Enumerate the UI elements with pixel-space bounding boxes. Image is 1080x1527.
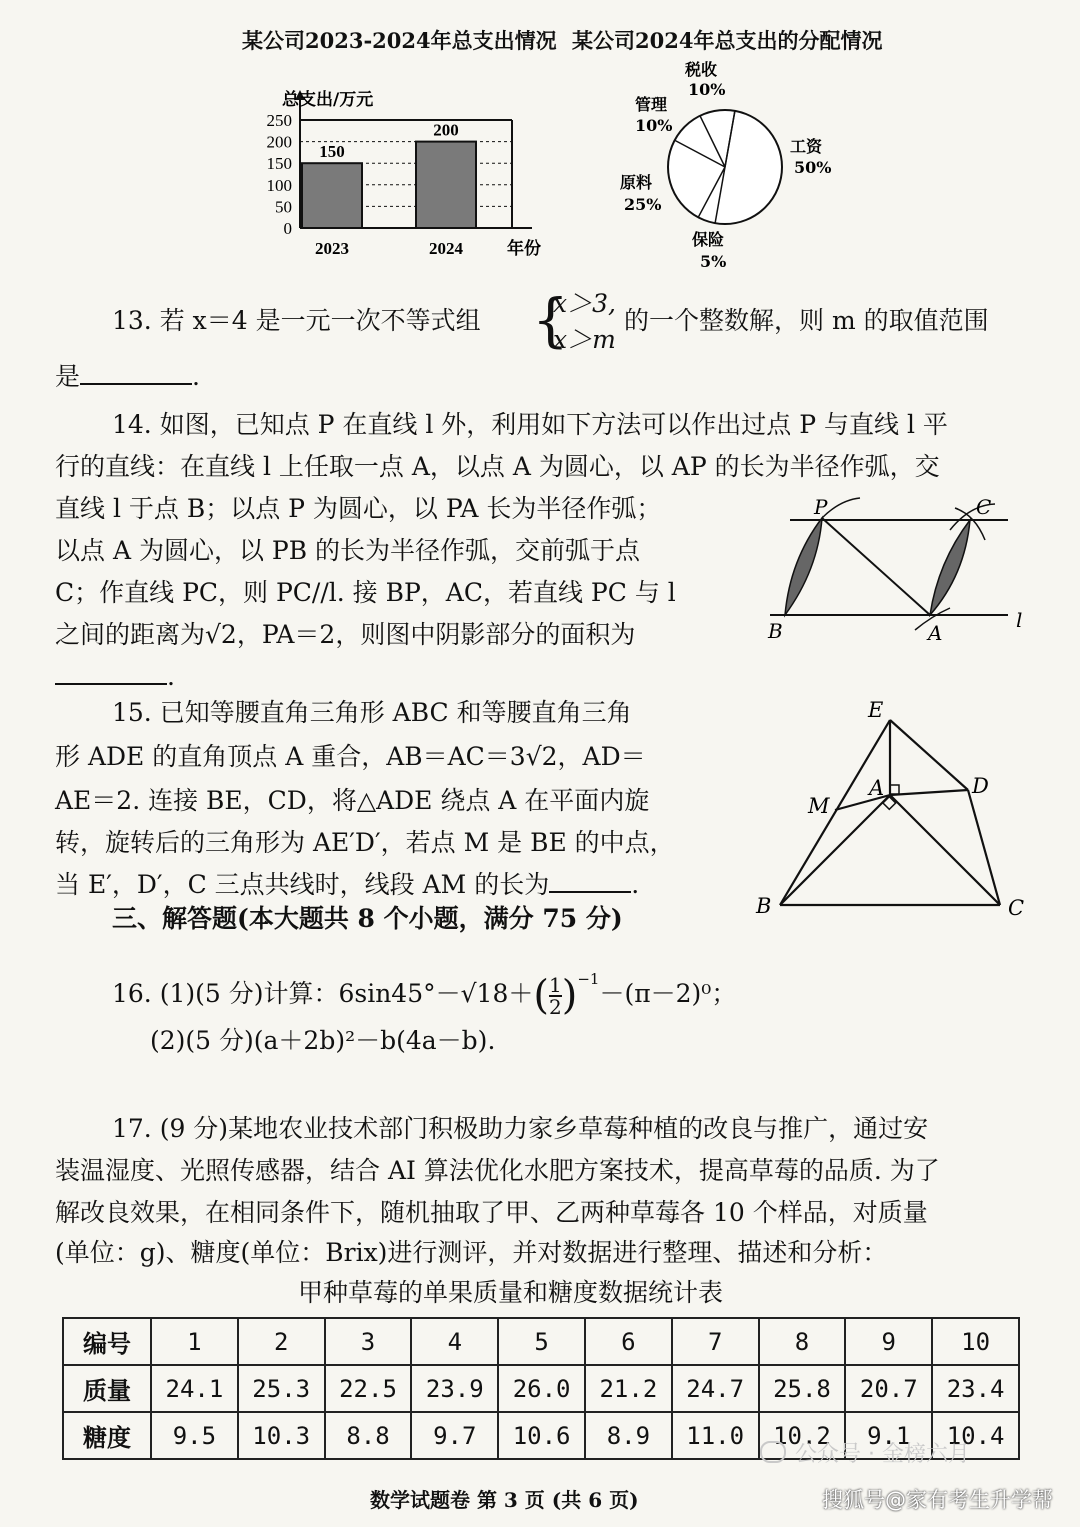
q14-answer-blank[interactable] bbox=[55, 657, 167, 685]
q15-end: . bbox=[631, 870, 640, 899]
table-cell: 20.7 bbox=[845, 1365, 932, 1412]
q14-shaded-left bbox=[785, 518, 822, 615]
bar-y-tick-label: 150 bbox=[266, 154, 292, 174]
q14-line-1: 14. 如图，已知点 P 在直线 l 外，利用如下方法可以作出过点 P 与直线 l 平 bbox=[112, 410, 948, 439]
pie-label-raw: 原料 bbox=[620, 173, 653, 192]
table-cell: 23.4 bbox=[932, 1365, 1019, 1412]
table-row bbox=[63, 1365, 1019, 1412]
table-cell: 3 bbox=[325, 1318, 412, 1365]
table-cell: 24.7 bbox=[672, 1365, 759, 1412]
pie-pct-mgmt: 10% bbox=[635, 116, 673, 135]
table-cell: 9.5 bbox=[151, 1412, 238, 1459]
table-cell: 9.1 bbox=[845, 1412, 932, 1459]
table-cell: 5 bbox=[498, 1318, 585, 1365]
q17-line-2: 装温湿度、光照传感器，结合 AI 算法优化水肥方案技术，提高草莓的品质. 为了 bbox=[55, 1156, 940, 1185]
q15-label-B: B bbox=[756, 894, 772, 918]
bar-y-tick-label: 250 bbox=[266, 111, 292, 130]
q15-label-D: D bbox=[972, 774, 989, 798]
table-cell: 25.8 bbox=[759, 1365, 846, 1412]
q15-figure bbox=[750, 695, 1050, 925]
q16-frac-den: 2 bbox=[548, 994, 562, 1019]
bar-2024 bbox=[416, 142, 476, 228]
q17-line-1: 17. (9 分)某地农业技术部门积极助力家乡草莓种植的改良与推广，通过安 bbox=[112, 1114, 929, 1143]
q14-label-C: C bbox=[976, 495, 992, 519]
page-footer: 数学试题卷 第 3 页 (共 6 页) bbox=[370, 1488, 639, 1512]
q14-line-4: 以点 A 为圆心，以 PB 的长为半径作弧，交前弧于点 bbox=[55, 536, 641, 565]
pie-label-tax: 税收 bbox=[685, 60, 718, 79]
q16-fraction bbox=[548, 972, 562, 1019]
pie-chart bbox=[600, 55, 860, 275]
q14-label-l: l bbox=[1016, 608, 1023, 632]
table-cell: 10 bbox=[932, 1318, 1019, 1365]
bar-y-tick-label: 100 bbox=[266, 175, 292, 195]
bar-y-tick-label: 200 bbox=[266, 132, 292, 152]
q15-line-2: 形 ADE 的直角顶点 A 重合，AB＝AC＝3√2，AD＝ bbox=[55, 742, 646, 771]
table-cell: 8.8 bbox=[325, 1412, 412, 1459]
q13-pre: 13. 若 x＝4 是一元一次不等式组 bbox=[112, 306, 481, 335]
q17-line-3: 解改良效果，在相同条件下，随机抽取了甲、乙两种草莓各 10 个样品，对质量 bbox=[55, 1198, 928, 1227]
q17-line-4: (单位：g)、糖度(单位：Brix)进行测评，并对数据进行整理、描述和分析： bbox=[55, 1238, 888, 1267]
pie-label-ins: 保险 bbox=[692, 230, 725, 249]
table-cell: 8 bbox=[759, 1318, 846, 1365]
q13-line2 bbox=[55, 356, 200, 398]
table-cell: 10.2 bbox=[759, 1412, 846, 1459]
q13-end: . bbox=[192, 362, 200, 391]
bar-value-label: 150 bbox=[319, 142, 345, 162]
pie-pct-ins: 5% bbox=[700, 252, 727, 271]
table-cell: 11.0 bbox=[672, 1412, 759, 1459]
table-row-header: 质量 bbox=[63, 1365, 151, 1412]
pie-pct-raw: 25% bbox=[624, 195, 662, 214]
q15-label-M: M bbox=[808, 794, 830, 818]
q14-label-B: B bbox=[768, 619, 783, 643]
bar-2023 bbox=[302, 163, 362, 228]
q17-table-title: 甲种草莓的单果质量和糖度数据统计表 bbox=[298, 1278, 724, 1307]
table-cell: 6 bbox=[585, 1318, 672, 1365]
q14-line-6: 之间的距离为√2，PA＝2，则图中阴影部分的面积为 bbox=[55, 620, 636, 649]
table-row-header: 编号 bbox=[63, 1318, 151, 1365]
q16-part1-post: －(π－2)⁰； bbox=[599, 979, 737, 1008]
table-cell: 8.9 bbox=[585, 1412, 672, 1459]
q14-label-A: A bbox=[928, 621, 943, 645]
q15-line-5-text: 当 E′，D′，C 三点共线时，线段 AM 的长为 bbox=[55, 870, 550, 899]
q16-exponent: −1 bbox=[577, 970, 600, 988]
pie-pct-wage: 50% bbox=[794, 158, 832, 177]
q14-shaded-right bbox=[930, 520, 970, 615]
q15-label-C: C bbox=[1008, 896, 1025, 920]
q15-line-1: 15. 已知等腰直角三角形 ABC 和等腰直角三角 bbox=[112, 698, 632, 727]
bar-x-axis-label: 年份 bbox=[507, 239, 541, 259]
table-cell: 21.2 bbox=[585, 1365, 672, 1412]
table-cell: 24.1 bbox=[151, 1365, 238, 1412]
q13-post: 的一个整数解，则 m 的取值范围 bbox=[624, 306, 989, 335]
q13-system bbox=[553, 286, 616, 358]
bar-chart bbox=[220, 80, 560, 270]
bar-chart-title: 某公司2023-2024年总支出情况 bbox=[242, 28, 557, 53]
table-cell: 10.4 bbox=[932, 1412, 1019, 1459]
table-cell: 26.0 bbox=[498, 1365, 585, 1412]
q16-frac-num: 1 bbox=[548, 972, 562, 997]
table-row-header: 糖度 bbox=[63, 1412, 151, 1459]
table-cell: 23.9 bbox=[411, 1365, 498, 1412]
q15-line-3: AE＝2. 连接 BE，CD，将△ADE 绕点 A 在平面内旋 bbox=[55, 786, 650, 815]
q14-figure bbox=[760, 490, 1050, 650]
bar-y-axis-label: 总支出/万元 bbox=[282, 90, 374, 110]
pie-chart-title: 某公司2024年总支出的分配情况 bbox=[572, 28, 883, 53]
q13-answer-blank[interactable] bbox=[80, 357, 192, 385]
q15-answer-blank[interactable] bbox=[549, 865, 631, 893]
q14-line-3: 直线 l 于点 B；以点 P 为圆心，以 PA 长为半径作弧； bbox=[55, 494, 662, 523]
q15-label-A: A bbox=[869, 776, 885, 800]
q16-part1: 16. (1)(5 分)计算：6sin45°－√18＋( $\frac{1}{2}$ )$^{-1}$－(π－2)⁰； bbox=[112, 970, 737, 1019]
q13-sys-line2: x＞m bbox=[553, 325, 616, 354]
wechat-icon bbox=[760, 1441, 786, 1463]
table-cell: 1 bbox=[151, 1318, 238, 1365]
pie-label-wage: 工资 bbox=[790, 137, 823, 156]
table-cell: 2 bbox=[238, 1318, 325, 1365]
q14-line-2: 行的直线：在直线 l 上任取一点 A，以点 A 为圆心，以 AP 的长为半径作弧，交 bbox=[55, 452, 940, 481]
q14-end: . bbox=[167, 662, 175, 691]
pie-label-mgmt: 管理 bbox=[635, 95, 668, 114]
bar-category-label: 2023 bbox=[315, 239, 349, 258]
q15-line-4: 转，旋转后的三角形为 AE′D′，若点 M 是 BE 的中点， bbox=[55, 828, 675, 857]
q14-line-5: C；作直线 PC，则 PC//l. 接 BP，AC，若直线 PC 与 l bbox=[55, 578, 676, 607]
table-cell: 9.7 bbox=[411, 1412, 498, 1459]
q13-brace: { bbox=[532, 286, 569, 354]
bar-y-tick-label: 50 bbox=[275, 197, 292, 217]
watermark-wechat: 公众号 · 金榜六月 bbox=[795, 1442, 970, 1467]
q14-label-P: P bbox=[814, 495, 828, 519]
table-cell: 7 bbox=[672, 1318, 759, 1365]
q13-text bbox=[112, 300, 481, 342]
bar-category-label: 2024 bbox=[429, 239, 463, 258]
q13-line2-text: 是 bbox=[55, 362, 81, 391]
table-cell: 10.6 bbox=[498, 1412, 585, 1459]
section-3-heading: 三、解答题(本大题共 8 个小题，满分 75 分) bbox=[112, 904, 623, 933]
q16-part2: (2)(5 分)(a＋2b)²－b(4a－b). bbox=[150, 1026, 496, 1055]
pie-pct-tax: 10% bbox=[688, 80, 726, 99]
table-cell: 9 bbox=[845, 1318, 932, 1365]
table-cell: 25.3 bbox=[238, 1365, 325, 1412]
table-cell: 10.3 bbox=[238, 1412, 325, 1459]
table-cell: 4 bbox=[411, 1318, 498, 1365]
bar-value-label: 200 bbox=[433, 120, 459, 140]
q16-part1-pre: 16. (1)(5 分)计算：6sin45°－√18＋ bbox=[112, 979, 534, 1008]
q15-label-E: E bbox=[868, 698, 884, 722]
q13-sys-line1: x＞3, bbox=[553, 289, 616, 318]
table-cell: 22.5 bbox=[325, 1365, 412, 1412]
bar-y-tick-label: 0 bbox=[283, 219, 292, 238]
watermark-sohu: 搜狐号@家有考生升学帮 bbox=[822, 1488, 1053, 1512]
table-row bbox=[63, 1318, 1019, 1365]
